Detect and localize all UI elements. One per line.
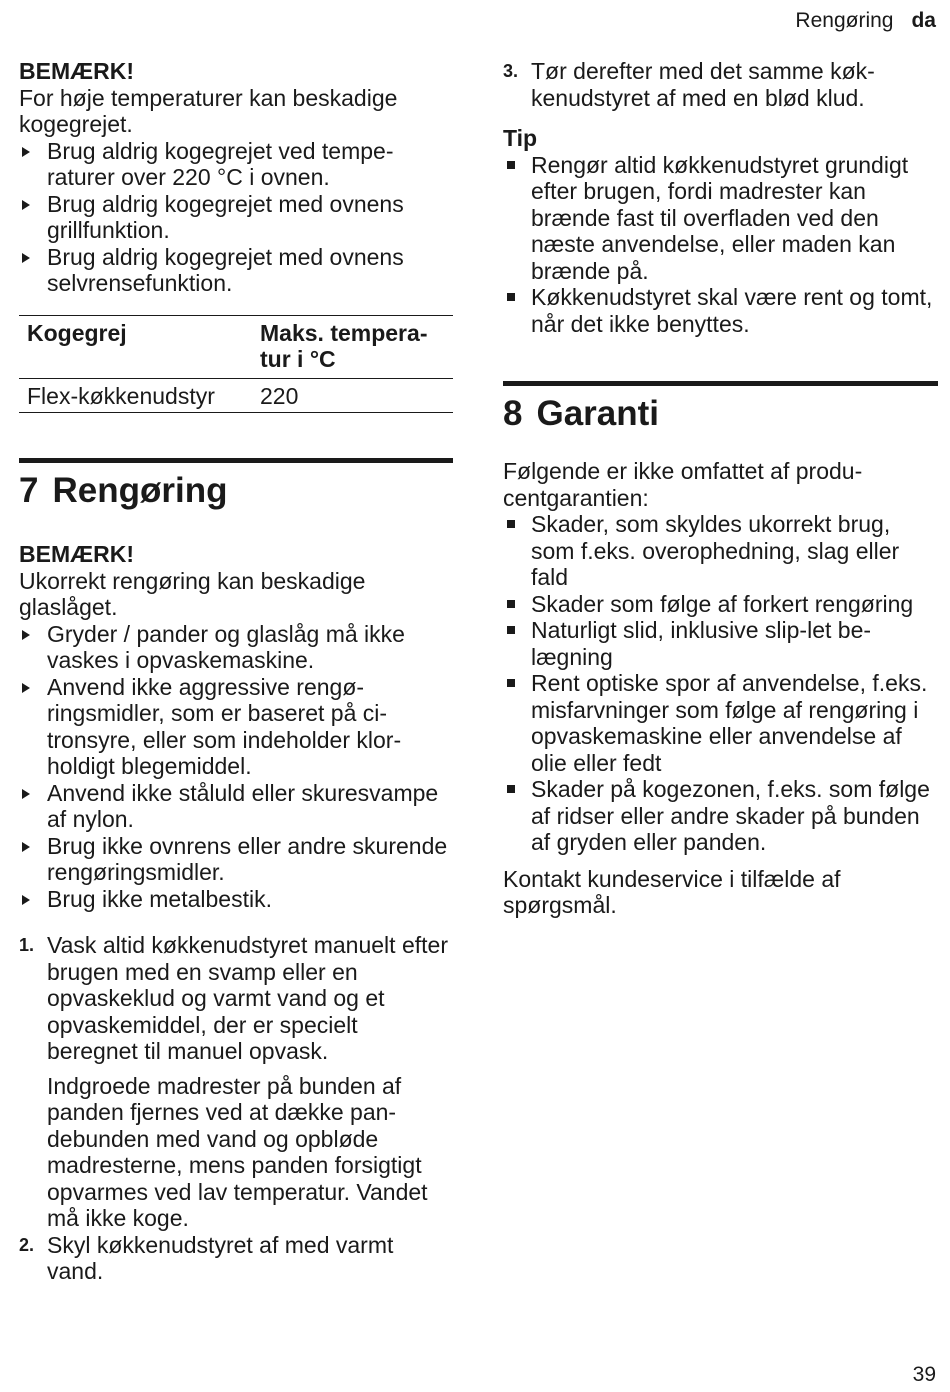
page-number: 39 [912, 1363, 936, 1386]
step-number: 1. [19, 935, 35, 955]
list-item: Anvend ikke aggressive rengøringsmidler, som er baseret på citronsyre, eller som indeholder klorholdigt blegemiddel. [19, 674, 453, 780]
tip-bullets [503, 152, 938, 338]
tip-box [503, 125, 938, 337]
note-cleaning-title: BEMÆRK! [19, 541, 134, 567]
temperature-table [19, 315, 453, 414]
cleaning-steps [19, 932, 453, 1285]
list-item: Skader som følge af forkert rengøring [503, 591, 938, 618]
list-item: Brug aldrig kogegrejet med ovnens grillfunktion. [19, 191, 453, 244]
note-heat-bullets [19, 138, 453, 297]
step-item [19, 932, 453, 1232]
section-number: 7 [19, 471, 39, 510]
table-header-cell: Maks. temperatur i °C [252, 315, 453, 378]
list-item: Brug aldrig kogegrejet ved temperaturer over 220 °C i ovnen. [19, 138, 453, 191]
warranty-exclusions [503, 511, 938, 856]
step-text: Vask altid køkkenudstyret manuelt efter brugen med en svamp eller en opvaskeklud og varmt vand og et opvaskemiddel, der er specielt beregnet til manuel opvask. [47, 932, 448, 1064]
step-number: 2. [19, 1234, 35, 1255]
step-number: 3. [503, 61, 519, 81]
list-item: Naturligt slid, inklusive slip-let belægning [503, 617, 938, 670]
section-heading [503, 390, 938, 438]
step-text: Skyl køkkenudstyret af med varmt vand. [47, 1231, 394, 1284]
section-8 [503, 381, 938, 438]
left-column [19, 58, 453, 1285]
section-title: Rengøring [52, 471, 228, 510]
note-cleaning-text: Ukorrekt rengøring kan beskadige glaslåget. [19, 567, 366, 620]
step-item [19, 1232, 453, 1285]
table-cell: Flex-køkkenudstyr [19, 378, 252, 413]
table-header-cell: Kogegrej [19, 315, 252, 378]
list-item: Brug aldrig kogegrejet med ovnens selvrensefunktion. [19, 244, 453, 297]
cleaning-steps-continued [503, 58, 938, 111]
note-cleaning [19, 541, 453, 912]
section-title: Garanti [536, 394, 660, 433]
warranty-intro: Følgende er ikke omfattet af producentgarantien: [503, 458, 863, 511]
tip-title: Tip [503, 125, 538, 151]
list-item: Rent optiske spor af anvendelse, f.eks. misfarvninger som følge af rengøring i opvaskemaskine eller anvendelse af olie eller fedt [503, 670, 938, 776]
section-number: 8 [503, 394, 523, 433]
table-cell: 220 [252, 378, 453, 413]
list-item: Køkkenudstyret skal være rent og tomt, når det ikke benyttes. [503, 284, 938, 337]
running-header [795, 8, 936, 35]
note-heat-title: BEMÆRK! [19, 58, 134, 84]
step-item [503, 58, 938, 111]
list-item: Anvend ikke ståluld eller skuresvampe af nylon. [19, 780, 453, 833]
note-cleaning-bullets [19, 621, 453, 913]
table-header-row [19, 315, 453, 378]
list-item: Gryder / pander og glaslåg må ikke vaskes i opvaskemaskine. [19, 621, 453, 674]
warranty-contact: Kontakt kundeservice i tilfælde af spørgsmål. [503, 865, 841, 918]
note-heat [19, 58, 453, 297]
list-item: Rengør altid køkkenudstyret grundigt efter brugen, fordi madrester kan brænde fast til overfladen ved den næste anvendelse, eller maden kan brænde på. [503, 152, 938, 285]
header-section-title: Rengøring [795, 9, 894, 32]
list-item: Skader, som skyldes ukorrekt brug, som f.eks. overophedning, slag eller fald [503, 511, 938, 591]
list-item: Brug ikke ovnrens eller andre skurende rengøringsmidler. [19, 833, 453, 886]
section-7 [19, 458, 453, 515]
header-language-code: da [911, 9, 936, 32]
step-extra-text: Indgroede madrester på bunden af panden fjernes ved at dække pandebunden med vand og opbløde madresterne, mens panden forsigtigt opvarmes ved lav temperatur. Vandet må ikke koge. [47, 1072, 428, 1231]
warranty-content [503, 458, 938, 919]
table-row [19, 378, 453, 413]
list-item: Skader på kogezonen, f.eks. som følge af ridser eller andre skader på bunden af gryden eller panden. [503, 776, 938, 856]
list-item: Brug ikke metalbestik. [19, 886, 453, 913]
step-text: Tør derefter med det samme køkkenudstyret af med en blød klud. [531, 58, 875, 111]
right-column [503, 58, 938, 919]
note-heat-text: For høje temperaturer kan beskadige kogegrejet. [19, 84, 398, 137]
section-heading [19, 467, 453, 515]
